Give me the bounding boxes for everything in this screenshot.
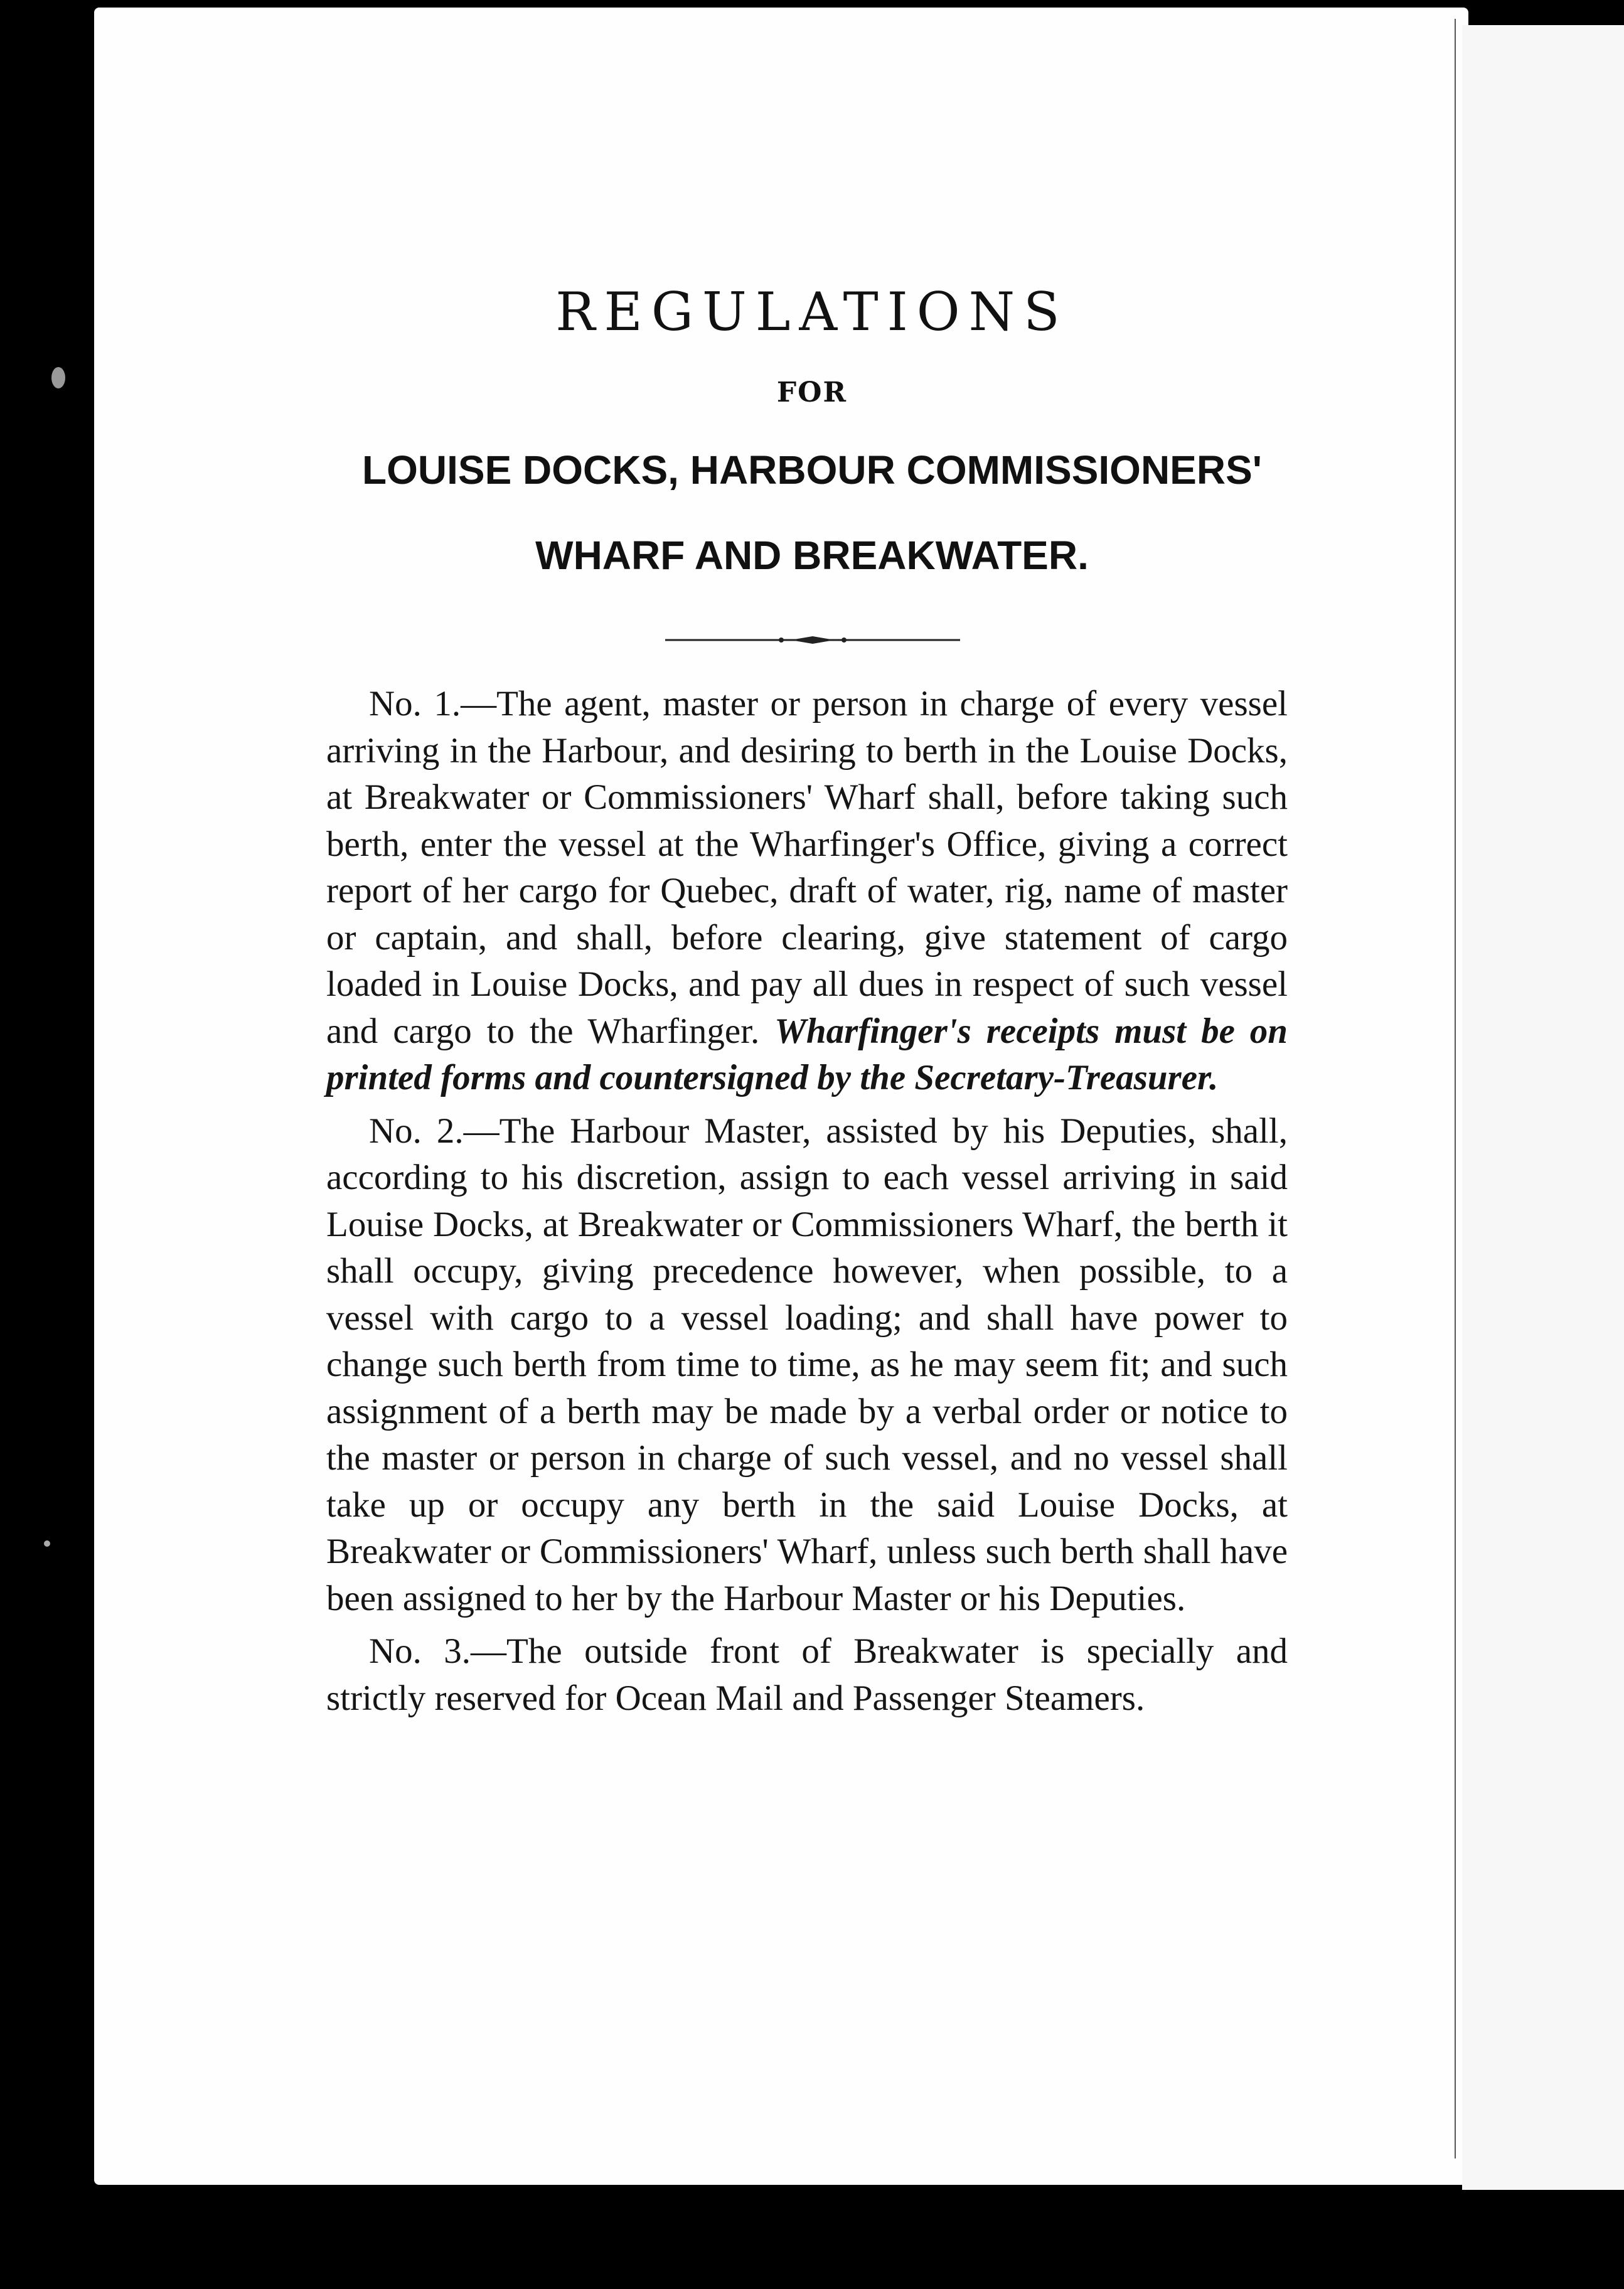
paragraph-text: No. 2.—The Harbour Master, assisted by his Deputies, shall, according to his discretion, assign to each vessel arriving in said Louise Docks, at Breakwater or Commissioners Wharf, the berth it shall occupy, giving precedence however, when possible, to a vessel with cargo to a vessel loading; and shall have power to change such berth from time to time, as he may seem fit; and such assignment of a berth may be made by a verbal order or notice to the master or person in charge of such vessel, and no vessel shall take up or occupy any berth in the said Louise Docks, at Breakwater or Commissioners' Wharf, unless such berth shall have been assigned to her by the Harbour Master or his Deputies. (326, 1111, 1288, 1618)
title-connector: FOR (776, 376, 848, 408)
regulation-paragraph-1 (326, 681, 1288, 1102)
adjacent-page (1462, 25, 1624, 2190)
regulation-paragraph-3 (326, 1628, 1288, 1722)
paragraph-text: No. 1.—The agent, master or person in charge of every vessel arriving in the Harbour, and desiring to berth in the Louise Docks, at Breakwater or Commissioners' Wharf shall, before taking such berth, enter the vessel at the Wharfinger's Office, giving a correct report of her cargo for Quebec, draft of water, rig, name of master or captain, and shall, before clearing, give statement of cargo loaded in Louise Docks, and pay all dues in respect of such vessel and cargo to the Wharfinger. (326, 684, 1288, 1051)
paragraph-text: No. 3.—The outside front of Breakwater is specially and strictly reserved for Ocean Mail and Passenger Steamers. (326, 1631, 1288, 1718)
document-subtitle-line-1: LOUISE DOCKS, HARBOUR COMMISSIONERS' (362, 447, 1262, 493)
regulations-body (326, 681, 1288, 1728)
paragraph-italic-note: Wharfinger's receipts must be on printed forms and countersigned by the Secretary-Treasurer. (326, 1011, 1288, 1097)
scan-speck (44, 1540, 50, 1547)
document-title: REGULATIONS (555, 281, 1069, 343)
document-subtitle-line-2: WHARF AND BREAKWATER. (535, 533, 1089, 578)
regulation-paragraph-2 (326, 1108, 1288, 1623)
ornamental-divider (665, 634, 960, 646)
